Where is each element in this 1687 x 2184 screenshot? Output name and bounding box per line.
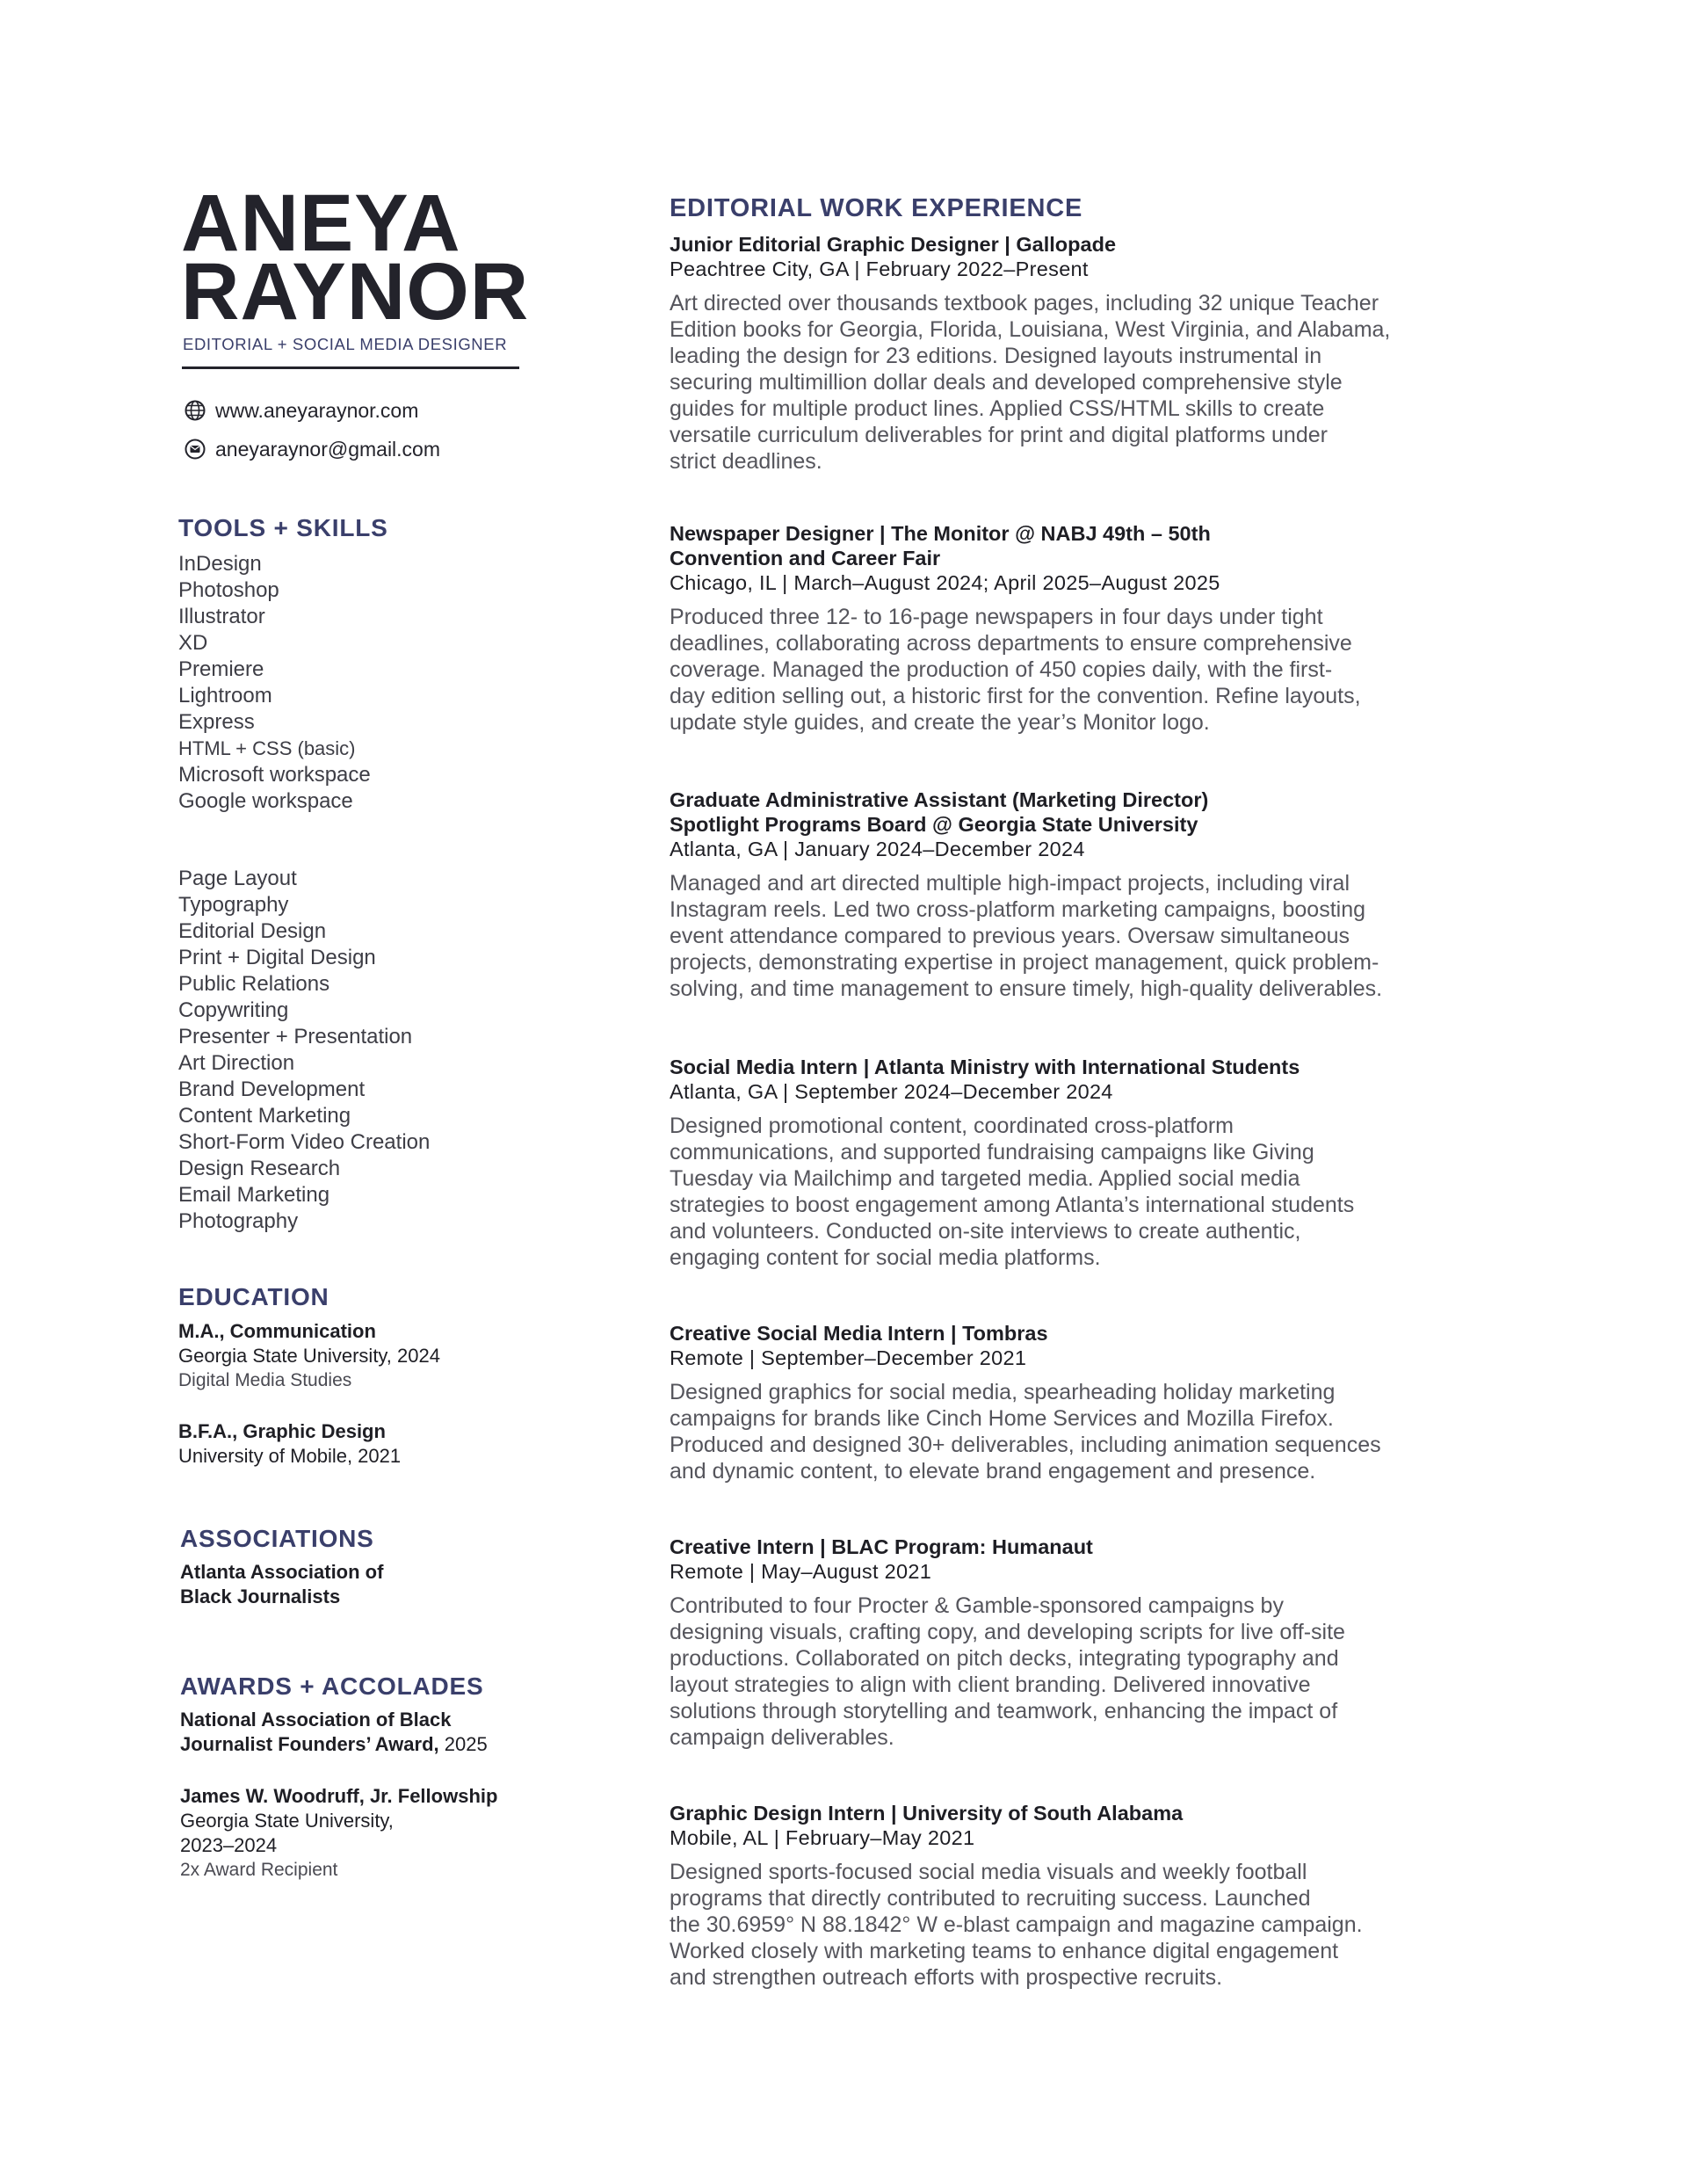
award-title: National Association of Black (180, 1709, 452, 1731)
desc-line: communications, and supported fundraising campaigns like Giving (670, 1140, 1314, 1165)
job-description (670, 1859, 1500, 1991)
skill-item: Brand Development (178, 1077, 366, 1101)
desc-line: Art directed over thousands textbook pages, including 32 unique Teacher (670, 291, 1379, 316)
job-title: Junior Editorial Graphic Designer | Gallopade (670, 233, 1117, 256)
desc-line: designing visuals, crafting copy, and developing scripts for live off-site (670, 1620, 1345, 1644)
education-heading: EDUCATION (178, 1283, 329, 1310)
desc-line: solving, and time management to ensure timely, high-quality deliverables. (670, 976, 1383, 1001)
award-item (180, 1784, 497, 1883)
skill-item: Art Direction (178, 1051, 295, 1075)
focus: Digital Media Studies (178, 1370, 352, 1390)
tool-item: Illustrator (178, 605, 265, 628)
desc-line: Designed sports-focused social media visuals and weekly football (670, 1860, 1307, 1884)
skill-item: Content Marketing (178, 1104, 351, 1128)
degree: M.A., Communication (178, 1320, 376, 1342)
job-title: Newspaper Designer | The Monitor @ NABJ 49th – 50th (670, 522, 1211, 545)
skill-item: Public Relations (178, 972, 330, 996)
award-years: 2023–2024 (180, 1834, 278, 1856)
job-entry (670, 521, 1504, 736)
left-column (178, 178, 547, 468)
job-title: Graphic Design Intern | University of South Alabama (670, 1802, 1184, 1825)
desc-line: day edition selling out, a historic first for the convention. Refine layouts, (670, 684, 1361, 708)
award-title: James W. Woodruff, Jr. Fellowship (180, 1785, 498, 1807)
job-entry (670, 1321, 1504, 1484)
desc-line: Designed graphics for social media, spearheading holiday marketing (670, 1380, 1336, 1404)
desc-line: event attendance compared to previous years. Oversaw simultaneous (670, 924, 1350, 948)
job-meta: Atlanta, GA | September 2024–December 2024 (670, 1080, 1113, 1103)
association-item (180, 1560, 383, 1609)
job-meta: Remote | September–December 2021 (670, 1346, 1027, 1369)
desc-line: leading the design for 23 editions. Designed layouts instrumental in (670, 344, 1322, 368)
tools-list (178, 551, 371, 815)
job-description (670, 1379, 1500, 1484)
job-entry (670, 232, 1504, 475)
award-year: 2025 (438, 1733, 488, 1755)
tool-item: Microsoft workspace (178, 763, 371, 787)
skill-item: Print + Digital Design (178, 946, 376, 969)
desc-line: versatile curriculum deliverables for print and digital platforms under (670, 423, 1328, 447)
associations-heading: ASSOCIATIONS (180, 1525, 374, 1552)
job-description (670, 870, 1500, 1002)
job-description (670, 1113, 1500, 1271)
tool-item: Photoshop (178, 578, 279, 602)
tool-item: HTML + CSS (basic) (178, 737, 356, 759)
desc-line: layout strategies to align with client branding. Delivered innovative (670, 1672, 1311, 1697)
desc-line: campaigns for brands like Cinch Home Services and Mozilla Firefox. (670, 1406, 1334, 1431)
skill-item: Design Research (178, 1157, 341, 1180)
skill-item: Photography (178, 1209, 299, 1233)
skill-item: Presenter + Presentation (178, 1025, 413, 1048)
tool-item: InDesign (178, 552, 262, 576)
last-name: RAYNOR (181, 247, 530, 337)
header-divider (182, 366, 519, 369)
desc-line: productions. Collaborated on pitch decks, integrating typography and (670, 1646, 1339, 1671)
award-name: Journalist Founders’ Award, (180, 1733, 439, 1755)
desc-line: strategies to boost engagement among Atlanta’s international students (670, 1193, 1355, 1217)
association-line: Atlanta Association of (180, 1561, 384, 1583)
job-title: Convention and Career Fair (670, 547, 941, 570)
job-subtitle: EDITORIAL + SOCIAL MEDIA DESIGNER (183, 335, 508, 353)
association-line: Black Journalists (180, 1585, 341, 1607)
job-title: Creative Intern | BLAC Program: Humanaut (670, 1535, 1093, 1558)
job-title: Spotlight Programs Board @ Georgia State University (670, 813, 1198, 836)
desc-line: guides for multiple product lines. Applied CSS/HTML skills to create (670, 396, 1325, 421)
desc-line: Produced and designed 30+ deliverables, including animation sequences (670, 1433, 1381, 1457)
desc-line: coverage. Managed the production of 450 copies daily, with the first- (670, 657, 1333, 682)
degree: B.F.A., Graphic Design (178, 1420, 386, 1442)
award-org: Georgia State University, (180, 1810, 394, 1832)
tools-skills-heading: TOOLS + SKILLS (178, 514, 388, 541)
desc-line: and volunteers. Conducted on-site interviews to create authentic, (670, 1219, 1301, 1244)
desc-line: Managed and art directed multiple high-impact projects, including viral (670, 871, 1350, 896)
desc-line: Contributed to four Procter & Gamble-sponsored campaigns by (670, 1593, 1284, 1618)
skill-item: Email Marketing (178, 1183, 330, 1207)
school: University of Mobile, 2021 (178, 1445, 402, 1467)
job-title: Creative Social Media Intern | Tombras (670, 1322, 1048, 1345)
job-description (670, 290, 1500, 475)
email-icon (184, 438, 206, 461)
job-entry (670, 787, 1504, 1002)
education-item (178, 1419, 401, 1469)
globe-icon (184, 399, 206, 422)
skill-item: Short-Form Video Creation (178, 1130, 431, 1154)
website-row[interactable] (184, 391, 547, 430)
job-title: Social Media Intern | Atlanta Ministry with International Students (670, 1056, 1300, 1078)
desc-line: Produced three 12- to 16-page newspapers in four days under tight (670, 605, 1323, 629)
job-description (670, 604, 1500, 736)
tool-item: Premiere (178, 657, 264, 681)
award-title-cont (180, 1732, 488, 1757)
job-meta: Atlanta, GA | January 2024–December 2024 (670, 838, 1085, 860)
job-meta: Chicago, IL | March–August 2024; April 2025–August 2025 (670, 571, 1220, 594)
desc-line: update style guides, and create the year’s Monitor logo. (670, 710, 1210, 735)
job-meta: Remote | May–August 2021 (670, 1560, 932, 1583)
award-item (180, 1708, 488, 1757)
desc-line: campaign deliverables. (670, 1725, 894, 1750)
skill-item: Typography (178, 893, 289, 917)
experience-heading: EDITORIAL WORK EXPERIENCE (670, 194, 1083, 222)
skills-list (178, 866, 430, 1235)
email-row[interactable] (184, 430, 547, 468)
job-title: Graduate Administrative Assistant (Marketing Director) (670, 788, 1209, 811)
desc-line: Instagram reels. Led two cross-platform marketing campaigns, boosting (670, 897, 1366, 922)
education-item (178, 1319, 440, 1393)
skill-item: Copywriting (178, 998, 289, 1022)
desc-line: programs that directly contributed to recruiting success. Launched (670, 1886, 1311, 1911)
job-meta: Peachtree City, GA | February 2022–Present (670, 258, 1089, 280)
skill-item: Editorial Design (178, 919, 327, 943)
tool-item: Express (178, 710, 255, 734)
awards-heading: AWARDS + ACCOLADES (180, 1672, 484, 1700)
website-link[interactable]: www.aneyaraynor.com (215, 398, 419, 422)
desc-line: securing multimillion dollar deals and developed comprehensive style (670, 370, 1343, 395)
name-heading (181, 178, 547, 337)
desc-line: Worked closely with marketing teams to enhance digital engagement (670, 1939, 1339, 1963)
desc-line: Designed promotional content, coordinated cross-platform (670, 1114, 1234, 1138)
tool-item: Lightroom (178, 684, 272, 707)
job-entry (670, 1801, 1504, 1991)
desc-line: solutions through storytelling and teamwork, enhancing the impact of (670, 1699, 1338, 1723)
contact-info (184, 391, 547, 468)
desc-line: and strengthen outreach efforts with prospective recruits. (670, 1965, 1223, 1990)
award-note: 2x Award Recipient (180, 1860, 338, 1880)
job-entry (670, 1535, 1504, 1751)
skill-item: Page Layout (178, 867, 297, 890)
email-link[interactable]: aneyaraynor@gmail.com (215, 437, 441, 461)
job-entry (670, 1055, 1504, 1271)
desc-line: strict deadlines. (670, 449, 822, 474)
job-meta: Mobile, AL | February–May 2021 (670, 1826, 975, 1849)
desc-line: Tuesday via Mailchimp and targeted media. Applied social media (670, 1166, 1300, 1191)
desc-line: and dynamic content, to elevate brand engagement and presence. (670, 1459, 1316, 1484)
school: Georgia State University, 2024 (178, 1345, 440, 1367)
desc-line: projects, demonstrating expertise in project management, quick problem- (670, 950, 1379, 975)
tool-item: XD (178, 631, 208, 655)
desc-line: the 30.6959° N 88.1842° W e-blast campaign and magazine campaign. (670, 1912, 1363, 1937)
desc-line: engaging content for social media platforms. (670, 1245, 1101, 1270)
tool-item: Google workspace (178, 789, 353, 813)
job-description (670, 1593, 1500, 1751)
desc-line: Edition books for Georgia, Florida, Louisiana, West Virginia, and Alabama, (670, 317, 1391, 342)
right-column (670, 193, 1504, 1990)
desc-line: deadlines, collaborating across departments to ensure comprehensive (670, 631, 1352, 656)
first-name: ANEYA (181, 178, 461, 268)
